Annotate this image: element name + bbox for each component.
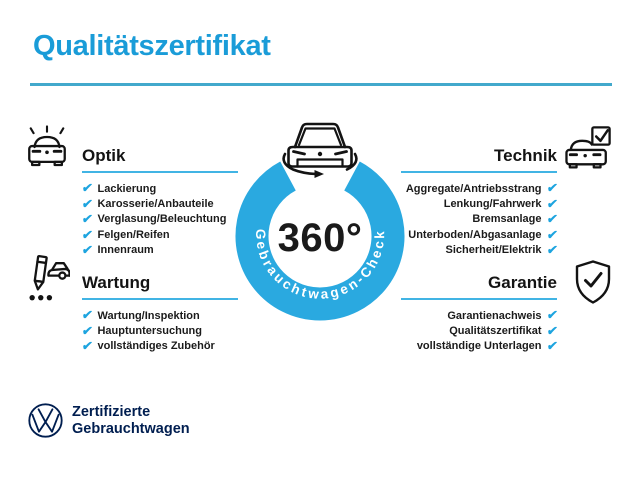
list-item	[401, 323, 557, 338]
check-icon: ✔	[81, 212, 94, 227]
degree-label: 360°	[277, 216, 363, 260]
title-divider	[30, 83, 612, 86]
list-item	[82, 243, 238, 258]
list-item	[401, 308, 557, 323]
wartung-list	[82, 308, 238, 354]
item-label: Innenraum	[97, 244, 154, 257]
footer-claim-line1: Zertifizierte	[72, 404, 151, 420]
item-label: Felgen/Reifen	[97, 228, 170, 241]
item-label: Qualitätszertifikat	[449, 325, 542, 338]
technik-heading: Technik	[401, 146, 557, 173]
item-label: Karosserie/Anbauteile	[97, 198, 214, 211]
item-label: Hauptuntersuchung	[97, 325, 202, 338]
list-item	[401, 243, 557, 258]
section-technik	[401, 146, 557, 258]
garantie-list	[401, 308, 557, 354]
list-item	[82, 181, 238, 196]
list-item	[82, 227, 238, 242]
technik-list	[401, 181, 557, 258]
wartung-heading: Wartung	[82, 273, 238, 300]
item-label: vollständige Unterlagen	[416, 340, 542, 353]
list-item	[401, 196, 557, 211]
vw-logo	[27, 402, 64, 439]
item-label: Lenkung/Fahrwerk	[443, 198, 542, 211]
check-icon: ✔	[81, 339, 94, 354]
section-optik	[82, 146, 238, 258]
item-label: Unterboden/Abgasanlage	[408, 228, 542, 241]
check-icon: ✔	[545, 308, 559, 323]
list-item	[82, 308, 238, 323]
check-icon: ✔	[545, 212, 559, 227]
check-icon: ✔	[545, 339, 559, 354]
check-icon: ✔	[545, 323, 559, 338]
item-label: Aggregate/Antriebsstrang	[405, 182, 542, 195]
check-icon: ✔	[81, 227, 94, 242]
check-icon: ✔	[545, 227, 559, 242]
list-item	[401, 181, 557, 196]
check-icon: ✔	[81, 323, 94, 338]
list-item	[401, 227, 557, 242]
item-label: Lackierung	[97, 182, 157, 195]
optik-heading: Optik	[82, 146, 238, 173]
service-checklist-icon	[24, 254, 70, 304]
item-label: vollständiges Zubehör	[97, 340, 215, 353]
item-label: Verglasung/Beleuchtung	[97, 213, 227, 226]
rotating-car-icon	[281, 119, 359, 183]
item-label: Bremsanlage	[472, 213, 542, 226]
check-icon: ✔	[81, 308, 94, 323]
ring-label: Gebrauchtwagen-Check	[253, 228, 388, 302]
item-label: Garantienachweis	[447, 309, 542, 322]
footer-claim-line2: Gebrauchtwagen	[72, 421, 190, 437]
list-item	[401, 212, 557, 227]
check-icon: ✔	[81, 181, 94, 196]
check-icon: ✔	[81, 243, 94, 257]
check-icon: ✔	[545, 196, 559, 211]
check-icon: ✔	[545, 243, 559, 257]
check-icon: ✔	[81, 196, 94, 211]
list-item	[82, 323, 238, 338]
list-item	[82, 196, 238, 211]
shiny-car-icon	[24, 124, 70, 172]
shield-check-icon	[573, 259, 613, 305]
check-icon: ✔	[545, 181, 559, 196]
section-wartung	[82, 273, 238, 354]
list-item	[82, 212, 238, 227]
item-label: Wartung/Inspektion	[97, 309, 200, 322]
page-title: Qualitätszertifikat	[33, 30, 271, 62]
car-checkbox-icon	[564, 125, 614, 171]
list-item	[82, 339, 238, 354]
list-item	[401, 339, 557, 354]
footer-claim	[72, 404, 190, 438]
garantie-heading: Garantie	[401, 273, 557, 300]
section-garantie	[401, 273, 557, 354]
optik-list	[82, 181, 238, 258]
item-label: Sicherheit/Elektrik	[445, 244, 542, 257]
